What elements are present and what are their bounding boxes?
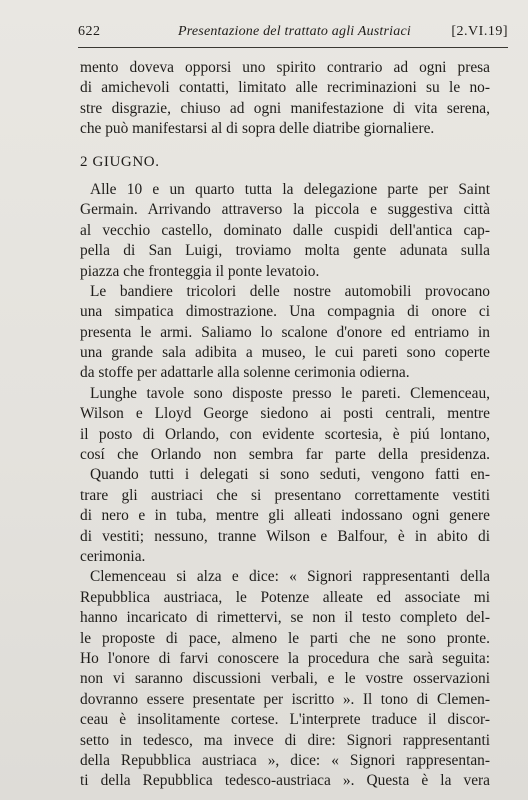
text-line: Clemenceau si alza e dice: « Signori rappresentanti della [90,568,490,586]
text-line: ti della Repubblica tedesco-austriaca ». Questa è la vera [80,772,490,790]
text-line: il posto di Orlando, con evidente scortesia, è piú lontano, [80,425,490,443]
text-line: cosí che Orlando non sembra far parte della presidenza. [80,446,490,464]
text-line: mento doveva opporsi uno spirito contrario ad ogni presa [80,59,490,76]
text-line: hanno incaricato di rimettervi, se non il testo completo del- [80,609,490,627]
running-title: Presentazione del trattato agli Austriaci [178,24,411,39]
text-line: Le bandiere tricolori delle nostre automobili provocano [90,282,490,300]
text-line: Wilson e Lloyd George siedono ai posti centrali, mentre [80,405,490,423]
text-line: non vi saranno discussioni verbali, e le vostre osservazioni [80,670,490,688]
text-line: di vestiti; nessuno, tranne Wilson e Balfour, è in abito di [80,527,490,545]
text-line: ceau è insolitamente cortese. L'interprete traduce il discor- [80,711,490,729]
text-line: cerimonia. [80,547,146,565]
paragraph [80,465,490,567]
text-line: Lunghe tavole sono disposte presso le pareti. Clemenceau, [90,384,490,402]
text-line: stre disgrazie, chiuso ad ogni manifestazione di vita serena, [80,99,490,117]
header-rule [78,47,508,48]
paragraph [80,180,490,282]
section-heading: 2 GIUGNO. [80,153,160,170]
text-line: Quando tutti i delegati si sono seduti, vengono fatti en- [90,466,490,484]
paragraph [80,567,490,791]
page-header [78,20,508,44]
text-line: di amichevoli contatti, limitato alle recriminazioni su le no- [80,79,490,97]
text-line: da stoffe per adattarle alla solenne cerimonia odierna. [80,364,410,382]
text-line: della Repubblica austriaca », dice: « Signori rappresentan- [80,751,490,769]
text-line: una simpatica dimostrazione. Una compagnia di onore ci [80,303,490,321]
text-line: al vecchio castello, dominato dalle cuspidi dell'antica cap- [80,221,490,239]
text-line: dovranno essere presentate per iscritto ». Il tono di Clemen- [80,690,490,708]
text-line: Alle 10 e un quarto tutta la delegazione parte per Saint [90,180,490,198]
text-line: presenta le armi. Saliamo lo scalone d'onore ed entriamo in [80,323,490,341]
text-line: trare gli austriaci che si presentano correttamente vestiti [80,486,490,504]
page-number: 622 [78,24,101,39]
text-line: piazza che fronteggia il ponte levatoio. [80,262,320,280]
paragraph [80,384,490,466]
paragraph [80,282,490,384]
text-line: Germain. Arrivando attraverso la piccola e suggestiva città [80,201,490,219]
text-line: setto in tedesco, ma invece di dire: Signori rappresentanti [80,731,490,749]
text-line: che può manifestarsi al di sopra delle diatribe giornaliere. [80,120,435,138]
page-body [80,58,490,792]
date-reference: [2.VI.19] [451,24,508,39]
text-line: pella di San Luigi, troviamo molta gente adunata sulla [80,242,490,260]
text-line: una grande sala adibita a museo, le cui pareti sono coperte [80,344,490,362]
text-line: le proposte di pace, almeno le parti che ne sono pronte. [80,629,490,647]
text-line: Ho l'onore di farvi conoscere la procedura che sarà seguita: [80,649,490,667]
text-line: Repubblica austriaca, le Potenze alleate ed associate mi [80,588,490,606]
text-line: di nero e in tuba, mentre gli alleati indossano ogni genere [80,507,490,525]
intro-fragment [80,58,490,140]
